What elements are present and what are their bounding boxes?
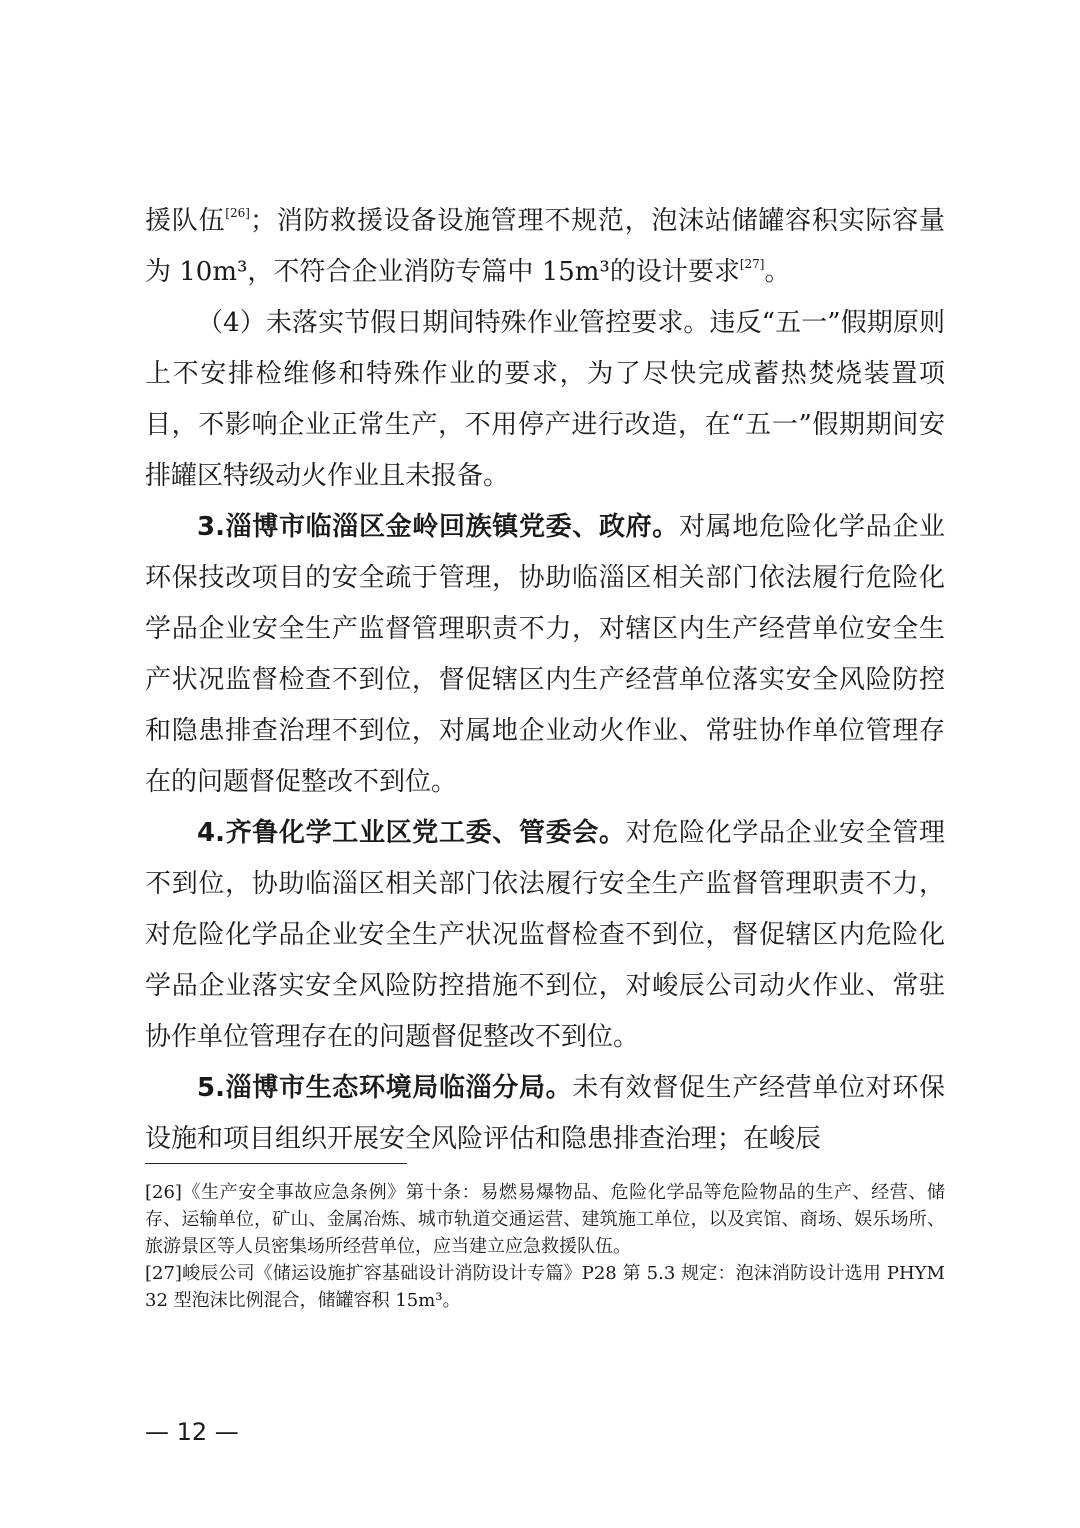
paragraph-4	[145, 808, 945, 1063]
paragraph-1	[145, 196, 945, 298]
section-heading: 4.齐鲁化学工业区党工委、管委会。	[197, 818, 626, 848]
footnote-27: [27]峻辰公司《储运设施扩容基础设计消防设计专篇》P28 第 5.3 规定：泡沫消防设计选用 PHYM32 型泡沫比例混合，储罐容积 15m³。	[145, 1263, 945, 1311]
paragraph-text: ；消防救援设备设施管理不规范，泡沫站储罐容积实际容量为 10m³，不符合企业消防专篇中 15m³的设计要求	[145, 206, 945, 287]
footnote-ref-26: [26]	[225, 206, 250, 220]
paragraph-text: 。	[764, 257, 791, 287]
section-heading: 3.淄博市临淄区金岭回族镇党委、政府。	[197, 512, 679, 542]
body-text	[145, 196, 945, 1165]
paragraph-text: 援队伍	[145, 206, 226, 236]
footnote-26: [26]《生产安全事故应急条例》第十条：易燃易爆物品、危险化学品等危险物品的生产、经营、储存、运输单位，矿山、金属冶炼、城市轨道交通运营、建筑施工单位，以及宾馆、商场、娱乐场所、旅游景区等人员密集场所经营单位，应当建立应急救援队伍。	[145, 1182, 945, 1257]
footnote-divider	[145, 1163, 407, 1164]
paragraph-3	[145, 502, 945, 808]
section-heading: 5.淄博市生态环境局临淄分局。	[197, 1073, 573, 1103]
paragraph-5	[145, 1063, 945, 1165]
footnote-ref-27: [27]	[739, 257, 765, 271]
paragraph-text: 对危险化学品企业安全管理不到位，协助临淄区相关部门依法履行安全生产监督管理职责不力，对危险化学品企业安全生产状况监督检查不到位，督促辖区内危险化学品企业落实安全风险防控措施不到位，对峻辰公司动火作业、常驻协作单位管理存在的问题督促整改不到位。	[145, 818, 945, 1052]
paragraph-2: （4）未落实节假日期间特殊作业管控要求。违反“五一”假期原则上不安排检维修和特殊作业的要求，为了尽快完成蓄热焚烧装置项目，不影响企业正常生产，不用停产进行改造，在“五一”假期期间安排罐区特级动火作业且未报备。	[145, 308, 945, 491]
paragraph-text: 对属地危险化学品企业环保技改项目的安全疏于管理，协助临淄区相关部门依法履行危险化学品企业安全生产监督管理职责不力，对辖区内生产经营单位安全生产状况监督检查不到位，督促辖区内生产经营单位落实安全风险防控和隐患排查治理不到位，对属地企业动火作业、常驻协作单位管理存在的问题督促整改不到位。	[145, 512, 945, 797]
page-number: — 12 —	[145, 1418, 239, 1446]
paragraph-text: 未有效督促生产经营单位对环保设施和项目组织开展安全风险评估和隐患排查治理；在峻辰	[145, 1073, 945, 1154]
footnotes	[145, 1179, 945, 1314]
